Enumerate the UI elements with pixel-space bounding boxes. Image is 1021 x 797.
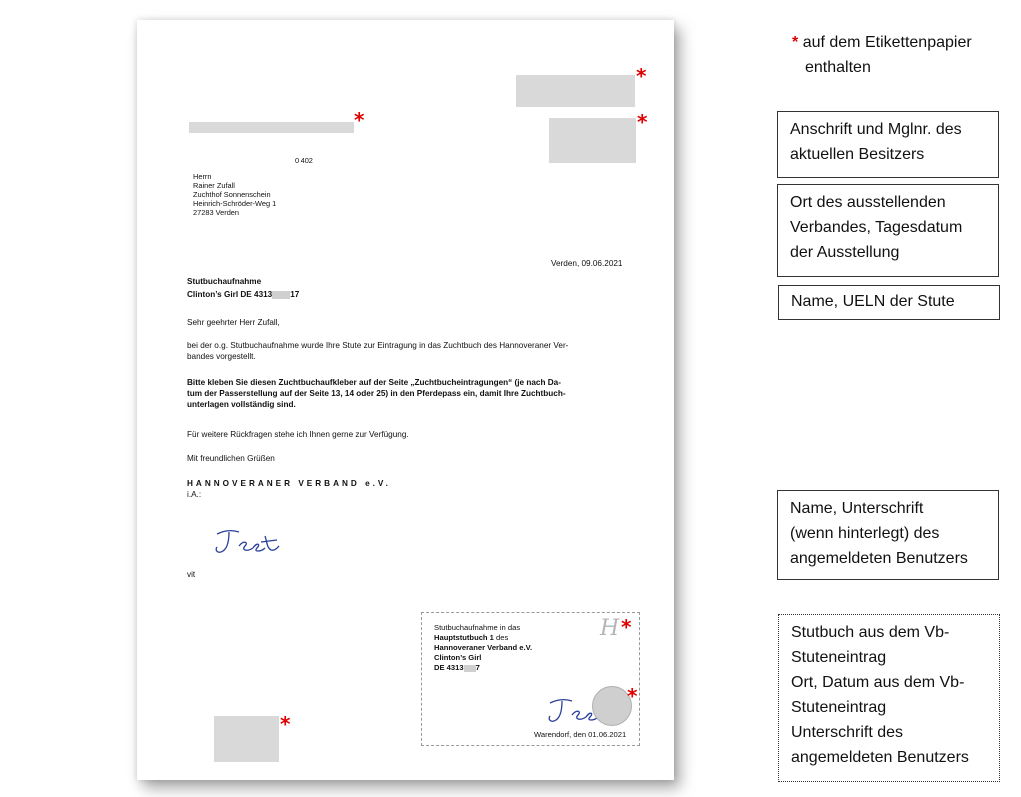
reference-number: 0 402 — [295, 156, 313, 165]
sticker-line-1: Stutbuchaufnahme in das — [434, 623, 521, 632]
sticker-line-2 — [434, 633, 508, 643]
closing: Mit freundlichen Grüßen — [187, 454, 275, 463]
marker-asterisk: * — [354, 108, 365, 132]
subject-horse-suffix: 17 — [290, 290, 300, 299]
sticker-ueln-prefix: DE 4313 — [434, 663, 464, 672]
paragraph-2 — [187, 377, 637, 410]
paragraph-line: tum der Passerstellung auf der Seite 13, 14 oder 25) in den Pferdepass ein, damit Ihre Zuchtbuch- — [187, 389, 566, 398]
paragraph-3: Für weitere Rückfragen stehe ich Ihnen gerne zur Verfügung. — [187, 430, 409, 439]
address-street: Heinrich-Schröder-Weg 1 — [193, 199, 277, 208]
legend-line: angemeldeten Benutzers — [791, 749, 969, 766]
sticker-ueln — [434, 663, 480, 673]
legend-line: angemeldeten Benutzers — [790, 550, 968, 567]
legend-star-note-line-1: auf dem Etikettenpapier — [802, 34, 972, 51]
legend-line: Name, UELN der Stute — [791, 293, 955, 310]
initials-vit: vit — [187, 570, 196, 579]
address-company: Zuchthof Sonnenschein — [193, 190, 271, 199]
hannoveraner-logo-icon: H — [600, 616, 620, 641]
legend-line: (wenn hinterlegt) des — [790, 525, 940, 542]
marker-asterisk: * — [280, 712, 291, 736]
paragraph-line: bei der o.g. Stutbuchaufnahme wurde Ihre Stute zur Eintragung in das Zuchtbuch des Hannoveraner Ver- — [187, 341, 569, 350]
legend-line: Stutbuch aus dem Vb- — [791, 624, 950, 641]
legend-line: Ort des ausstellenden — [790, 194, 946, 211]
sticker-line-2-rest: des — [493, 633, 509, 642]
marker-asterisk: * — [637, 110, 648, 134]
legend-box-user-signature — [777, 490, 999, 580]
legend-box-sticker-details — [778, 614, 1000, 782]
paragraph-line: bandes vorgestellt. — [187, 352, 256, 361]
redacted-ueln-part — [464, 665, 476, 672]
address-city: 27283 Verden — [193, 208, 240, 217]
legend-line: Anschrift und Mglnr. des — [790, 121, 962, 138]
redacted-block-top-right — [516, 75, 635, 107]
paragraph-line: unterlagen vollständig sind. — [187, 400, 296, 409]
address-salutation: Herrn — [193, 172, 212, 181]
paragraph-line: Bitte kleben Sie diesen Zuchtbuchaufkleber auf der Seite „Zuchtbucheintragungen“ (je nach Da- — [187, 378, 561, 387]
redacted-ueln-part — [272, 291, 290, 299]
address-name: Rainer Zufall — [193, 181, 235, 190]
ia-label: i.A.: — [187, 490, 202, 499]
legend-line: Name, Unterschrift — [790, 500, 924, 517]
legend-line: aktuellen Besitzers — [790, 146, 925, 163]
sticker-place-date: Warendorf, den 01.06.2021 — [534, 730, 627, 739]
breeding-book-sticker — [421, 612, 640, 746]
sticker-horse-name: Clinton’s Girl — [434, 653, 482, 662]
subject-title: Stutbuchaufnahme — [187, 277, 262, 286]
legend-box-mare-name — [778, 285, 1000, 320]
sticker-ueln-suffix: 7 — [475, 663, 480, 672]
signature-scribble — [213, 526, 283, 560]
letter-place-date: Verden, 09.06.2021 — [551, 259, 623, 268]
sticker-studbook-name: Hauptstutbuch 1 — [434, 633, 494, 642]
marker-asterisk: * — [621, 615, 632, 639]
sticker-line-3: Hannoveraner Verband e.V. — [434, 643, 533, 652]
redacted-block-right — [549, 118, 636, 163]
legend-box-owner-address — [777, 111, 999, 178]
legend-star-note-line-2: enthalten — [805, 59, 871, 76]
marker-asterisk: * — [636, 64, 647, 88]
greeting: Sehr geehrter Herr Zufall, — [187, 318, 280, 327]
legend-line: Ort, Datum aus dem Vb- — [791, 674, 965, 691]
legend-asterisk: * — [792, 34, 799, 51]
legend-star-note — [792, 30, 1012, 80]
organization-name: HANNOVERANER VERBAND e.V. — [187, 479, 391, 488]
legend-line: der Ausstellung — [790, 244, 900, 261]
legend-line: Stuteneintrag — [791, 699, 887, 716]
paragraph-1 — [187, 340, 637, 362]
subject-horse — [187, 290, 299, 300]
marker-asterisk: * — [627, 684, 638, 708]
legend-line: Verbandes, Tagesdatum — [790, 219, 963, 236]
legend-line: Stuteneintrag — [791, 649, 887, 666]
legend-line: Unterschrift des — [791, 724, 904, 741]
redacted-sender-line — [189, 122, 354, 133]
legend-box-issuing-association — [777, 184, 999, 277]
subject-horse-prefix: Clinton’s Girl DE 4313 — [187, 290, 273, 299]
letter-page — [137, 20, 674, 780]
stamp-circle-placeholder — [592, 686, 632, 726]
redacted-block-bottom-left — [214, 716, 279, 762]
